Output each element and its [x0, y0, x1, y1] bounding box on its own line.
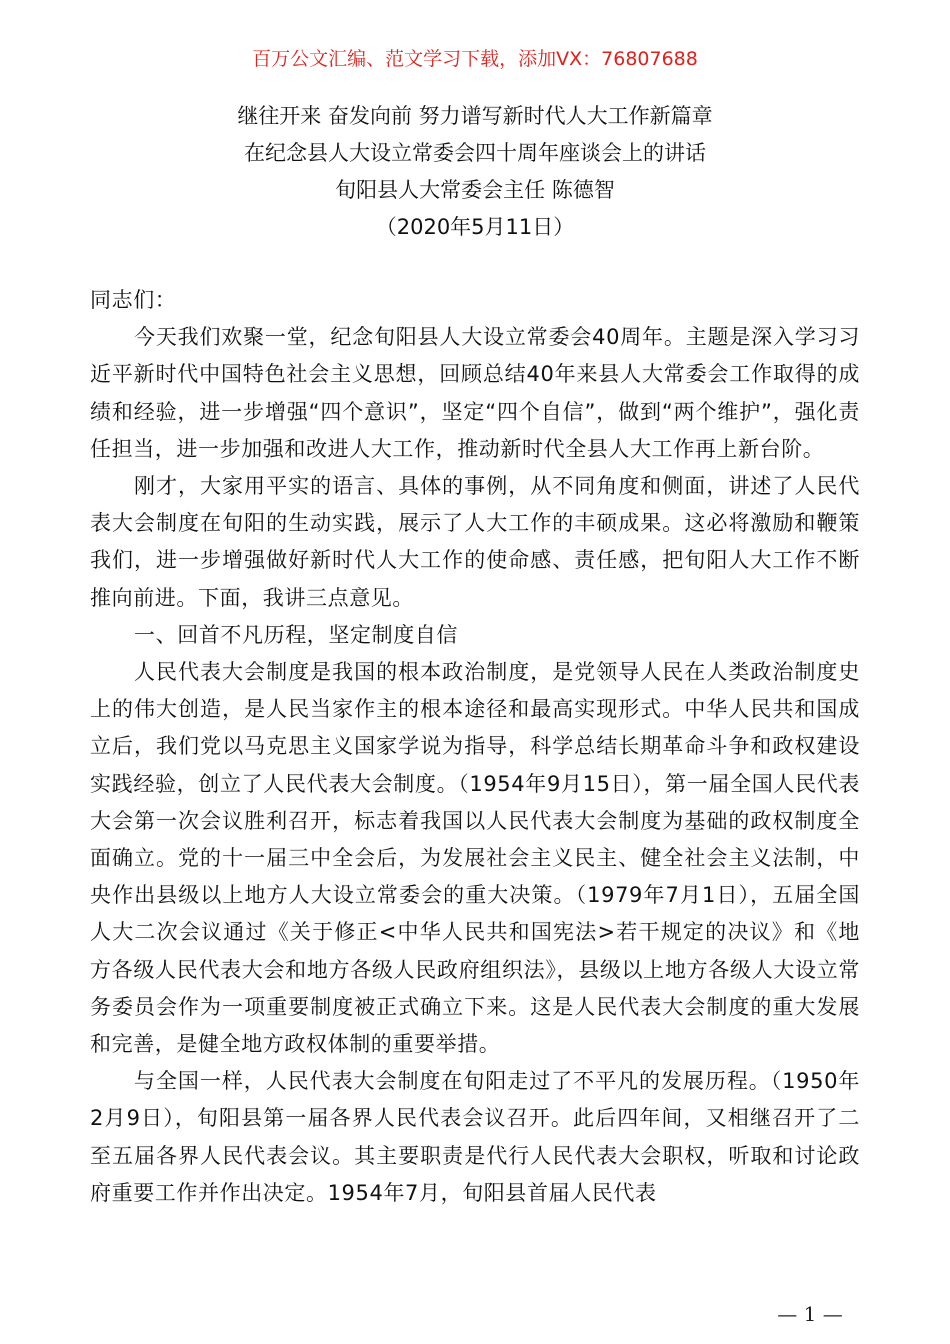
paragraph-4: 与全国一样，人民代表大会制度在旬阳走过了不平凡的发展历程。（1950年2月9日），旬阳县第一届各界人民代表会议召开。此后四年间，又相继召开了二至五届各界人民代表会议。其主要职责是代行人民代表大会职权，听取和讨论政府重要工作并作出决定。1954年7月，旬阳县首届人民代表	[90, 1069, 860, 1205]
section-heading-1: 一、回首不凡历程，坚定制度自信	[134, 622, 458, 647]
title-block	[0, 98, 950, 246]
document-body	[90, 282, 860, 1212]
paragraph-1: 今天我们欢聚一堂，纪念旬阳县人大设立常委会40周年。主题是深入学习习近平新时代中国特色社会主义思想，回顾总结40年来县人大常委会工作取得的成绩和经验，进一步增强“四个意识”，坚定“四个自信”，做到“两个维护”，强化责任担当，进一步加强和改进人大工作，推动新时代全县人大工作再上新台阶。	[90, 325, 860, 461]
header-banner: 百万公文汇编、范文学习下载，添加VX：76807688	[252, 48, 698, 70]
salutation: 同志们：	[90, 288, 177, 312]
page-number: — 1 —	[777, 1302, 843, 1326]
paragraph-2: 刚才，大家用平实的语言、具体的事例，从不同角度和侧面，讲述了人民代表大会制度在旬阳的生动实践，展示了人大工作的丰硕成果。这必将激励和鞭策我们，进一步增强做好新时代人大工作的使命感、责任感，把旬阳人大工作不断推向前进。下面，我讲三点意见。	[90, 474, 860, 610]
date-line: （2020年5月11日）	[375, 215, 575, 239]
speaker-line: 旬阳县人大常委会主任 陈德智	[335, 178, 615, 202]
subtitle: 在纪念县人大设立常委会四十周年座谈会上的讲话	[244, 141, 706, 165]
main-title: 继往开来 奋发向前 努力谱写新时代人大工作新篇章	[237, 104, 713, 128]
paragraph-3: 人民代表大会制度是我国的根本政治制度，是党领导人民在人类政治制度史上的伟大创造，是人民当家作主的根本途径和最高实现形式。中华人民共和国成立后，我们党以马克思主义国家学说为指导，科学总结长期革命斗争和政权建设实践经验，创立了人民代表大会制度。（1954年9月15日），第一届全国人民代表大会第一次会议胜利召开，标志着我国以人民代表大会制度为基础的政权制度全面确立。党的十一届三中全会后，为发展社会主义民主、健全社会主义法制，中央作出县级以上地方人大设立常委会的重大决策。（1979年7月1日），五届全国人大二次会议通过《关于修正<中华人民共和国宪法>若干规定的决议》和《地方各级人民代表大会和地方各级人民政府组织法》，县级以上地方各级人大设立常务委员会作为一项重要制度被正式确立下来。这是人民代表大会制度的重大发展和完善，是健全地方政权体制的重要举措。	[90, 660, 860, 1057]
